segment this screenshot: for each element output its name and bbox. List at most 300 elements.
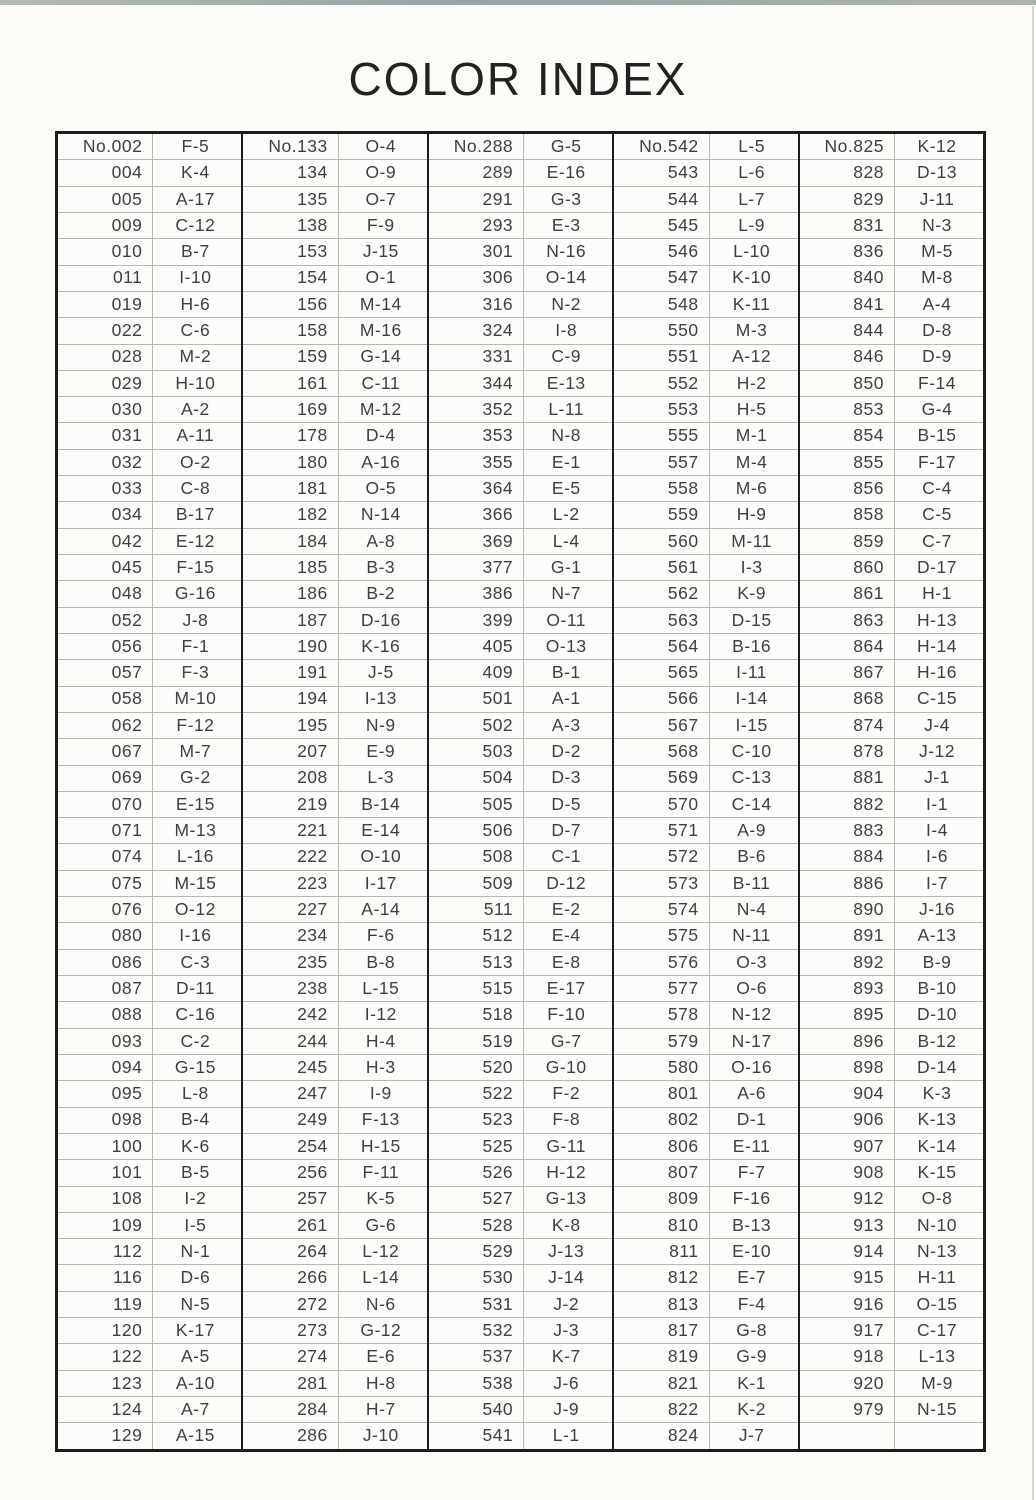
table-row bbox=[429, 1081, 612, 1107]
color-number-cell: 134 bbox=[243, 160, 338, 185]
color-number-cell: 208 bbox=[243, 766, 338, 791]
table-row bbox=[58, 529, 241, 555]
table-row bbox=[800, 1002, 983, 1028]
color-number-cell: 195 bbox=[243, 713, 338, 738]
grid-code-cell: E-5 bbox=[551, 477, 581, 498]
grid-code-cell bbox=[895, 1423, 983, 1448]
table-row bbox=[429, 371, 612, 397]
grid-code-cell: I-17 bbox=[364, 872, 397, 893]
grid-code-cell: J-1 bbox=[924, 767, 950, 788]
color-number-cell: 813 bbox=[614, 1292, 709, 1317]
table-row bbox=[614, 871, 797, 897]
color-number-cell: 331 bbox=[429, 345, 524, 370]
color-number-cell: 244 bbox=[243, 1029, 338, 1054]
grid-code-cell: N-8 bbox=[551, 425, 582, 446]
table-row bbox=[58, 950, 241, 976]
table-row bbox=[429, 844, 612, 870]
grid-code-cell: I-1 bbox=[926, 793, 948, 814]
grid-code-cell: A-9 bbox=[737, 820, 766, 841]
table-row bbox=[614, 160, 797, 186]
table-row bbox=[429, 923, 612, 949]
color-number-cell: 882 bbox=[800, 792, 895, 817]
table-row bbox=[58, 871, 241, 897]
table-row bbox=[243, 371, 426, 397]
grid-code-cell: M-8 bbox=[921, 267, 953, 288]
color-number-cell: 235 bbox=[243, 950, 338, 975]
grid-code-cell: J-5 bbox=[367, 662, 394, 683]
table-row bbox=[800, 239, 983, 265]
color-number-cell: 563 bbox=[614, 608, 709, 633]
table-row bbox=[429, 1318, 612, 1344]
color-number-cell: 908 bbox=[800, 1160, 895, 1185]
grid-code-cell: H-11 bbox=[917, 1267, 957, 1288]
grid-code-cell: D-16 bbox=[360, 609, 401, 630]
color-number-cell: 824 bbox=[614, 1423, 709, 1448]
color-number-cell: 169 bbox=[243, 397, 338, 422]
grid-code-cell: C-13 bbox=[731, 767, 772, 788]
table-row bbox=[800, 1081, 983, 1107]
grid-code-cell: O-13 bbox=[545, 635, 587, 656]
table-row bbox=[58, 1344, 241, 1370]
color-number-cell: 076 bbox=[58, 897, 153, 922]
color-number-cell: 042 bbox=[58, 529, 153, 554]
table-row bbox=[243, 976, 426, 1002]
color-number-cell: 138 bbox=[243, 213, 338, 238]
color-number-cell: 916 bbox=[800, 1292, 895, 1317]
color-number-cell: 881 bbox=[800, 766, 895, 791]
column-group bbox=[800, 134, 983, 1449]
grid-code-cell: G-3 bbox=[550, 188, 582, 209]
color-number-cell: 512 bbox=[429, 923, 524, 948]
grid-code-cell: L-2 bbox=[552, 504, 580, 525]
color-number-cell: 156 bbox=[243, 292, 338, 317]
grid-code-cell: C-9 bbox=[551, 346, 582, 367]
table-row bbox=[58, 160, 241, 186]
grid-code-cell: F-4 bbox=[737, 1293, 766, 1314]
grid-code-cell: I-6 bbox=[926, 846, 948, 867]
table-row bbox=[614, 608, 797, 634]
color-number-cell: 062 bbox=[58, 713, 153, 738]
color-number-cell: 545 bbox=[614, 213, 709, 238]
color-number-cell: 070 bbox=[58, 792, 153, 817]
grid-code-cell: A-10 bbox=[175, 1372, 215, 1393]
table-row bbox=[429, 871, 612, 897]
table-row bbox=[800, 266, 983, 292]
table-row bbox=[800, 1292, 983, 1318]
grid-code-cell: F-5 bbox=[181, 135, 210, 156]
grid-code-cell: J-9 bbox=[553, 1398, 580, 1419]
color-number-cell: 185 bbox=[243, 555, 338, 580]
table-row bbox=[58, 213, 241, 239]
table-row bbox=[429, 450, 612, 476]
table-row bbox=[243, 844, 426, 870]
color-number-cell: 846 bbox=[800, 345, 895, 370]
color-number-cell: 537 bbox=[429, 1344, 524, 1369]
table-row bbox=[614, 1318, 797, 1344]
color-number-cell: 515 bbox=[429, 976, 524, 1001]
table-row bbox=[243, 634, 426, 660]
color-number-cell: 811 bbox=[614, 1239, 709, 1264]
grid-code-cell: C-14 bbox=[731, 793, 772, 814]
color-number-cell: 281 bbox=[243, 1371, 338, 1396]
grid-code-cell: N-16 bbox=[546, 241, 587, 262]
color-number-cell: 890 bbox=[800, 897, 895, 922]
grid-code-cell: C-11 bbox=[361, 372, 401, 393]
table-row bbox=[800, 660, 983, 686]
table-row bbox=[58, 844, 241, 870]
table-row bbox=[800, 529, 983, 555]
grid-code-cell: N-9 bbox=[365, 714, 396, 735]
table-row bbox=[614, 1160, 797, 1186]
grid-code-cell: E-11 bbox=[732, 1135, 771, 1156]
grid-code-cell: L-3 bbox=[367, 767, 395, 788]
color-number-cell: 817 bbox=[614, 1318, 709, 1343]
color-number-cell: 892 bbox=[800, 950, 895, 975]
table-row bbox=[614, 292, 797, 318]
grid-code-cell: K-12 bbox=[917, 135, 957, 156]
grid-code-cell: M-9 bbox=[921, 1372, 953, 1393]
grid-code-cell: H-13 bbox=[917, 609, 957, 630]
grid-code-cell: G-5 bbox=[550, 135, 582, 156]
table-row bbox=[614, 818, 797, 844]
color-number-cell: 119 bbox=[58, 1292, 153, 1317]
table-row bbox=[614, 187, 797, 213]
grid-code-cell: K-5 bbox=[366, 1188, 396, 1209]
grid-code-cell: O-15 bbox=[916, 1293, 958, 1314]
color-number-cell: 878 bbox=[800, 739, 895, 764]
color-number-cell: 355 bbox=[429, 450, 524, 475]
table-row bbox=[800, 397, 983, 423]
table-row bbox=[429, 1108, 612, 1134]
color-number-cell: 575 bbox=[614, 923, 709, 948]
grid-code-cell: N-1 bbox=[180, 1241, 211, 1262]
table-row bbox=[800, 897, 983, 923]
grid-code-cell: N-14 bbox=[360, 504, 401, 525]
table-row bbox=[800, 292, 983, 318]
table-row bbox=[429, 1292, 612, 1318]
grid-code-cell: I-9 bbox=[369, 1083, 392, 1104]
grid-code-cell: M-13 bbox=[174, 820, 217, 841]
table-row bbox=[243, 1160, 426, 1186]
color-number-cell: 543 bbox=[614, 160, 709, 185]
grid-code-cell: K-17 bbox=[175, 1319, 215, 1340]
grid-code-cell: E-2 bbox=[551, 898, 581, 919]
table-row bbox=[429, 818, 612, 844]
color-number-cell: 561 bbox=[614, 555, 709, 580]
color-number-cell: No.542 bbox=[614, 134, 709, 159]
table-row bbox=[800, 1239, 983, 1265]
grid-code-cell: J-16 bbox=[918, 898, 956, 919]
table-row bbox=[429, 1055, 612, 1081]
table-row bbox=[243, 266, 426, 292]
table-row bbox=[58, 766, 241, 792]
table-row bbox=[58, 897, 241, 923]
grid-code-cell: C-4 bbox=[922, 477, 952, 498]
grid-code-cell: L-13 bbox=[918, 1346, 956, 1367]
table-row bbox=[800, 1344, 983, 1370]
table-row bbox=[58, 739, 241, 765]
table-row bbox=[58, 1423, 241, 1448]
color-number-cell: 058 bbox=[58, 687, 153, 712]
color-number-cell: 854 bbox=[800, 423, 895, 448]
table-row bbox=[243, 897, 426, 923]
table-row bbox=[243, 1423, 426, 1448]
grid-code-cell: O-1 bbox=[365, 267, 397, 288]
table-row bbox=[614, 1055, 797, 1081]
table-row bbox=[614, 1423, 797, 1448]
grid-code-cell: J-7 bbox=[738, 1425, 765, 1446]
grid-code-cell: F-12 bbox=[176, 714, 215, 735]
grid-code-cell: K-8 bbox=[551, 1214, 581, 1235]
color-number-cell: 538 bbox=[429, 1371, 524, 1396]
grid-code-cell: A-14 bbox=[361, 898, 401, 919]
table-row bbox=[243, 397, 426, 423]
grid-code-cell: A-5 bbox=[181, 1346, 210, 1367]
grid-code-cell: I-11 bbox=[736, 662, 768, 683]
grid-code-cell: K-1 bbox=[737, 1372, 766, 1393]
color-number-cell: 906 bbox=[800, 1108, 895, 1133]
table-row bbox=[614, 1371, 797, 1397]
grid-code-cell: G-4 bbox=[921, 399, 953, 420]
table-row bbox=[243, 239, 426, 265]
color-number-cell: 821 bbox=[614, 1371, 709, 1396]
color-number-cell: 286 bbox=[243, 1423, 338, 1448]
color-number-cell: 519 bbox=[429, 1029, 524, 1054]
grid-code-cell: N-2 bbox=[551, 293, 582, 314]
table-row bbox=[614, 687, 797, 713]
grid-code-cell: C-5 bbox=[922, 504, 952, 525]
table-row bbox=[243, 345, 426, 371]
table-row bbox=[614, 555, 797, 581]
table-row bbox=[614, 1187, 797, 1213]
grid-code-cell: G-9 bbox=[736, 1346, 767, 1367]
table-row bbox=[800, 792, 983, 818]
table-row bbox=[429, 1213, 612, 1239]
grid-code-cell: L-7 bbox=[738, 188, 765, 209]
table-row bbox=[429, 766, 612, 792]
table-row bbox=[614, 844, 797, 870]
color-number-cell: 920 bbox=[800, 1371, 895, 1396]
grid-code-cell: K-13 bbox=[917, 1109, 957, 1130]
grid-code-cell: H-8 bbox=[365, 1372, 396, 1393]
color-number-cell: 088 bbox=[58, 1002, 153, 1027]
grid-code-cell: H-3 bbox=[365, 1056, 396, 1077]
color-number-cell: 048 bbox=[58, 581, 153, 606]
grid-code-cell: A-8 bbox=[366, 530, 396, 551]
color-number-cell: 917 bbox=[800, 1318, 895, 1343]
table-row bbox=[800, 976, 983, 1002]
grid-code-cell: D-13 bbox=[917, 162, 957, 183]
grid-code-cell: M-2 bbox=[179, 346, 212, 367]
grid-code-cell: E-13 bbox=[546, 372, 586, 393]
color-number-cell: 093 bbox=[58, 1029, 153, 1054]
table-row bbox=[614, 1344, 797, 1370]
table-row bbox=[429, 950, 612, 976]
grid-code-cell: D-11 bbox=[176, 977, 215, 998]
color-number-cell: 914 bbox=[800, 1239, 895, 1264]
color-number-cell: 108 bbox=[58, 1187, 153, 1212]
color-number-cell: 836 bbox=[800, 239, 895, 264]
grid-code-cell: D-17 bbox=[917, 556, 957, 577]
table-row bbox=[58, 345, 241, 371]
color-number-cell: 274 bbox=[243, 1344, 338, 1369]
color-number-cell: 098 bbox=[58, 1108, 153, 1133]
grid-code-cell: H-1 bbox=[922, 583, 952, 604]
color-number-cell: 502 bbox=[429, 713, 524, 738]
color-number-cell: 801 bbox=[614, 1081, 709, 1106]
grid-code-cell: A-4 bbox=[922, 293, 952, 314]
color-number-cell: 116 bbox=[58, 1265, 153, 1290]
color-number-cell: 913 bbox=[800, 1213, 895, 1238]
grid-code-cell: B-9 bbox=[922, 951, 952, 972]
color-number-cell: 094 bbox=[58, 1055, 153, 1080]
table-row bbox=[800, 608, 983, 634]
table-row bbox=[800, 1134, 983, 1160]
grid-code-cell: A-16 bbox=[361, 451, 401, 472]
color-number-cell: 893 bbox=[800, 976, 895, 1001]
table-row bbox=[614, 345, 797, 371]
table-row bbox=[243, 1213, 426, 1239]
color-number-cell: 009 bbox=[58, 213, 153, 238]
grid-code-cell: L-8 bbox=[181, 1083, 209, 1104]
table-row bbox=[243, 160, 426, 186]
grid-code-cell: K-10 bbox=[732, 267, 772, 288]
color-number-cell: 364 bbox=[429, 476, 524, 501]
color-number-cell: 501 bbox=[429, 687, 524, 712]
table-row bbox=[243, 950, 426, 976]
grid-code-cell: H-4 bbox=[365, 1030, 396, 1051]
color-number-cell: 532 bbox=[429, 1318, 524, 1343]
table-row bbox=[800, 687, 983, 713]
grid-code-cell: B-7 bbox=[181, 241, 210, 262]
grid-code-cell: M-1 bbox=[735, 425, 768, 446]
grid-code-cell: O-10 bbox=[360, 846, 402, 867]
grid-code-cell: O-9 bbox=[365, 162, 397, 183]
grid-code-cell: H-9 bbox=[736, 504, 767, 525]
grid-code-cell: N-6 bbox=[365, 1293, 396, 1314]
grid-code-cell: A-2 bbox=[181, 399, 210, 420]
scan-edge-top bbox=[0, 0, 1036, 5]
table-row bbox=[58, 476, 241, 502]
table-row bbox=[614, 897, 797, 923]
grid-code-cell: L-12 bbox=[362, 1241, 400, 1262]
grid-code-cell: N-15 bbox=[917, 1398, 957, 1419]
grid-code-cell: A-7 bbox=[181, 1398, 210, 1419]
color-number-cell: 191 bbox=[243, 660, 338, 685]
color-number-cell: 074 bbox=[58, 844, 153, 869]
color-number-cell: 578 bbox=[614, 1002, 709, 1027]
table-row bbox=[58, 634, 241, 660]
table-row bbox=[800, 818, 983, 844]
color-number-cell: 868 bbox=[800, 687, 895, 712]
table-row bbox=[58, 581, 241, 607]
color-number-cell: 291 bbox=[429, 187, 524, 212]
grid-code-cell: K-15 bbox=[917, 1162, 957, 1183]
grid-code-cell: F-8 bbox=[552, 1109, 581, 1130]
table-row bbox=[800, 371, 983, 397]
grid-code-cell: G-6 bbox=[365, 1214, 397, 1235]
color-number-cell: 087 bbox=[58, 976, 153, 1001]
table-row bbox=[614, 1213, 797, 1239]
table-row bbox=[243, 1239, 426, 1265]
color-number-cell: 503 bbox=[429, 739, 524, 764]
grid-code-cell: D-4 bbox=[365, 425, 396, 446]
table-row bbox=[429, 134, 612, 160]
table-row bbox=[800, 1187, 983, 1213]
grid-code-cell: I-16 bbox=[179, 925, 212, 946]
table-row bbox=[614, 660, 797, 686]
grid-code-cell: E-10 bbox=[732, 1241, 772, 1262]
color-number-cell: 086 bbox=[58, 950, 153, 975]
grid-code-cell: B-5 bbox=[181, 1162, 210, 1183]
grid-code-cell: B-4 bbox=[181, 1109, 210, 1130]
table-row bbox=[243, 1371, 426, 1397]
color-number-cell: 565 bbox=[614, 660, 709, 685]
grid-code-cell: O-4 bbox=[365, 135, 397, 156]
table-row bbox=[800, 1423, 983, 1448]
table-row bbox=[58, 976, 241, 1002]
grid-code-cell: K-2 bbox=[737, 1398, 766, 1419]
grid-code-cell: F-7 bbox=[737, 1162, 766, 1183]
grid-code-cell: B-1 bbox=[551, 662, 581, 683]
table-row bbox=[58, 1134, 241, 1160]
grid-code-cell: A-11 bbox=[176, 425, 215, 446]
table-row bbox=[58, 450, 241, 476]
table-row bbox=[243, 529, 426, 555]
color-number-cell: 109 bbox=[58, 1213, 153, 1238]
color-number-cell: 504 bbox=[429, 766, 524, 791]
table-row bbox=[243, 713, 426, 739]
grid-code-cell: I-4 bbox=[926, 820, 948, 841]
color-number-cell: 527 bbox=[429, 1187, 524, 1212]
grid-code-cell: O-3 bbox=[736, 951, 767, 972]
grid-code-cell: H-7 bbox=[365, 1398, 396, 1419]
table-row bbox=[614, 1239, 797, 1265]
grid-code-cell: J-4 bbox=[924, 714, 950, 735]
table-row bbox=[58, 1108, 241, 1134]
grid-code-cell: B-6 bbox=[737, 846, 766, 867]
table-row bbox=[429, 1423, 612, 1448]
grid-code-cell: F-1 bbox=[181, 635, 210, 656]
table-row bbox=[614, 1108, 797, 1134]
grid-code-cell: N-5 bbox=[180, 1293, 211, 1314]
grid-code-cell: D-14 bbox=[917, 1056, 957, 1077]
table-row bbox=[429, 529, 612, 555]
color-number-cell: 979 bbox=[800, 1397, 895, 1422]
grid-code-cell: C-16 bbox=[175, 1004, 216, 1025]
table-row bbox=[429, 239, 612, 265]
grid-code-cell: G-14 bbox=[360, 346, 402, 367]
table-row bbox=[243, 739, 426, 765]
table-row bbox=[614, 792, 797, 818]
table-row bbox=[800, 634, 983, 660]
grid-code-cell: H-14 bbox=[917, 635, 957, 656]
color-number-cell: 531 bbox=[429, 1292, 524, 1317]
table-row bbox=[429, 476, 612, 502]
color-number-cell: No.288 bbox=[429, 134, 524, 159]
grid-code-cell: M-7 bbox=[179, 741, 212, 762]
grid-code-cell: O-8 bbox=[921, 1188, 953, 1209]
column-group bbox=[614, 134, 799, 1449]
color-number-cell: 369 bbox=[429, 529, 524, 554]
grid-code-cell: C-6 bbox=[180, 320, 211, 341]
color-number-cell: 245 bbox=[243, 1055, 338, 1080]
color-index-table bbox=[55, 131, 986, 1452]
table-row bbox=[614, 134, 797, 160]
color-number-cell: 124 bbox=[58, 1397, 153, 1422]
color-number-cell: 045 bbox=[58, 555, 153, 580]
grid-code-cell: E-7 bbox=[737, 1267, 766, 1288]
